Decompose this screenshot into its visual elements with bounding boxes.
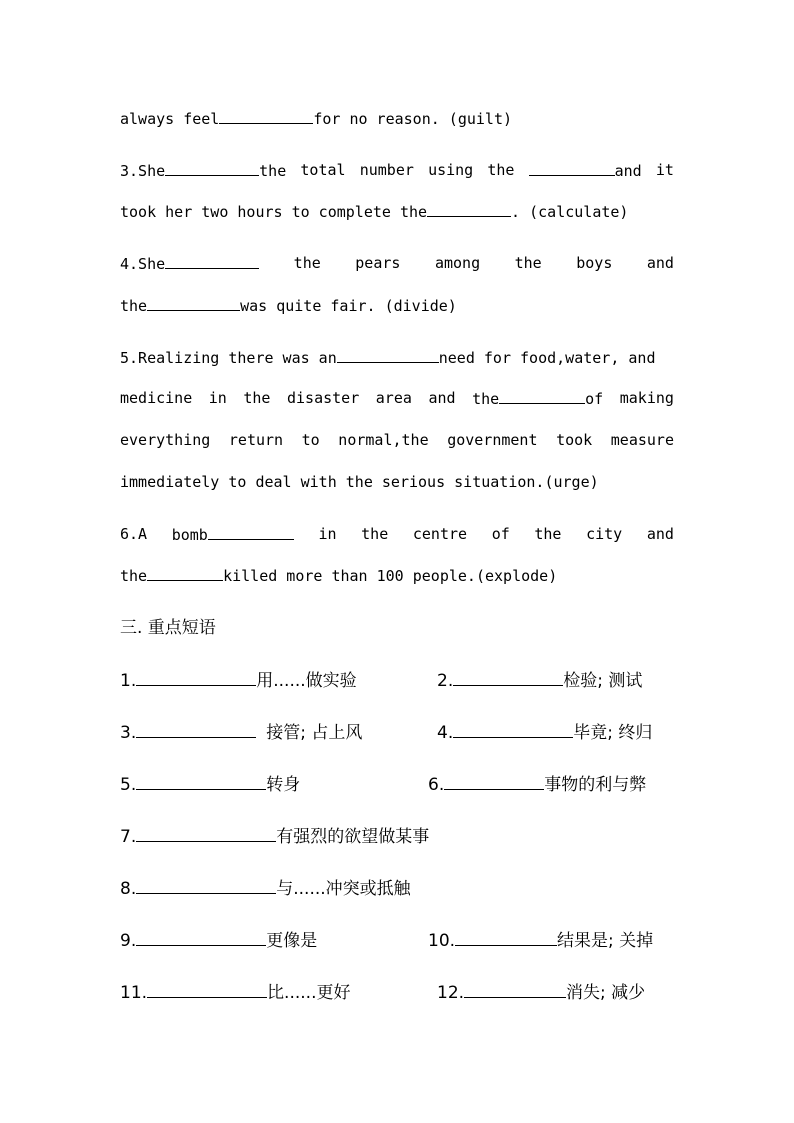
word: 6.A <box>120 525 148 543</box>
word: the <box>487 161 515 179</box>
item5-line1 <box>120 347 674 368</box>
item-number: 3.She <box>120 162 166 180</box>
item-number: 4.She <box>120 255 166 273</box>
word: making <box>619 389 674 407</box>
answer-blank[interactable] <box>453 722 573 738</box>
word: to <box>301 431 320 449</box>
word: and <box>428 389 456 407</box>
answer-blank[interactable] <box>165 160 259 176</box>
word: return <box>228 431 284 449</box>
word: and <box>646 525 674 543</box>
answer-blank[interactable] <box>529 160 615 176</box>
word: area <box>375 389 412 407</box>
phrase-item-5 <box>120 774 300 795</box>
item5-line3 <box>120 430 674 450</box>
item4-line1 <box>120 253 674 274</box>
answer-blank[interactable] <box>165 253 259 269</box>
word: and <box>646 254 674 272</box>
text: killed more than 100 people.(explode) <box>223 567 558 585</box>
item6-line1 <box>120 524 674 545</box>
word: everything <box>120 431 211 449</box>
word: the <box>361 525 389 543</box>
answer-blank[interactable] <box>464 982 566 998</box>
word: the <box>472 390 500 408</box>
answer-blank[interactable] <box>455 930 557 946</box>
item-number: 2. <box>437 671 454 691</box>
text: took her two hours to complete the <box>120 203 428 221</box>
item-number: 11. <box>120 983 148 1003</box>
answer-blank[interactable] <box>147 565 223 581</box>
phrase-item-7 <box>120 826 429 847</box>
item4-line2 <box>120 295 674 316</box>
answer-blank[interactable] <box>136 878 276 894</box>
text: was quite fair. (divide) <box>240 297 457 315</box>
word: in <box>318 525 337 543</box>
item5-line2 <box>120 388 674 409</box>
item6-line2 <box>120 565 674 586</box>
word: the <box>514 254 542 272</box>
word: boys <box>576 254 613 272</box>
word: total <box>300 161 346 179</box>
text: the <box>120 567 148 585</box>
phrase-meaning: 更像是 <box>266 931 318 951</box>
text: 5.Realizing there was an <box>120 349 337 367</box>
text: need for food,water, and <box>438 349 656 367</box>
text: . (calculate) <box>511 203 629 221</box>
answer-blank[interactable] <box>136 670 256 686</box>
item-number: 5. <box>120 775 137 795</box>
answer-blank[interactable] <box>427 201 511 217</box>
item-number: 7. <box>120 827 137 847</box>
phrase-item-1 <box>120 670 357 691</box>
answer-blank[interactable] <box>136 722 256 738</box>
answer-blank[interactable] <box>337 347 439 363</box>
phrase-item-9 <box>120 930 317 951</box>
phrase-item-4 <box>437 722 652 743</box>
item-number: 4. <box>437 723 454 743</box>
item-number: 3. <box>120 723 137 743</box>
word: city <box>586 525 623 543</box>
phrase-item-12 <box>437 982 645 1003</box>
answer-blank[interactable] <box>499 388 585 404</box>
item-number: 8. <box>120 879 137 899</box>
word: number <box>359 161 414 179</box>
phrase-item-10 <box>428 930 653 951</box>
word: took <box>556 431 593 449</box>
answer-blank[interactable] <box>453 670 563 686</box>
word: using <box>428 161 474 179</box>
word: government <box>447 431 538 449</box>
word: the <box>534 525 562 543</box>
item-number: 6. <box>428 775 445 795</box>
word: among <box>434 254 481 272</box>
word: and <box>614 162 642 180</box>
phrase-item-2 <box>437 670 642 691</box>
item-number: 10. <box>428 931 456 951</box>
word: measure <box>610 431 674 449</box>
answer-blank[interactable] <box>219 108 313 124</box>
word: it <box>655 161 674 179</box>
phrase-meaning: 结果是; 关掉 <box>557 931 654 951</box>
answer-blank[interactable] <box>136 930 266 946</box>
answer-blank[interactable] <box>444 774 544 790</box>
item-number: 1. <box>120 671 137 691</box>
item3-line2 <box>120 201 674 222</box>
answer-blank[interactable] <box>136 826 276 842</box>
answer-blank[interactable] <box>136 774 266 790</box>
phrase-item-11 <box>120 982 350 1003</box>
answer-blank[interactable] <box>147 295 240 311</box>
phrase-meaning: 比......更好 <box>267 983 351 1003</box>
phrase-meaning: 消失; 减少 <box>566 983 646 1003</box>
word: normal,the <box>338 431 429 449</box>
phrase-item-6 <box>428 774 646 795</box>
word: medicine <box>120 389 193 407</box>
word: the <box>259 162 287 180</box>
phrase-meaning: 检验; 测试 <box>563 671 643 691</box>
word: bomb <box>171 526 208 544</box>
word: the <box>293 254 321 272</box>
phrase-meaning: 接管; 占上风 <box>266 723 363 743</box>
phrase-meaning: 事物的利与弊 <box>544 775 647 795</box>
item5-line4: immediately to deal with the serious situation.(urge) <box>120 473 599 491</box>
word: centre <box>412 525 468 543</box>
text: the <box>120 297 148 315</box>
item-number: 12. <box>437 983 465 1003</box>
text: always feel <box>120 110 220 128</box>
text: for no reason. (guilt) <box>313 110 513 128</box>
word: in <box>208 389 227 407</box>
phrase-meaning: 毕竟; 终归 <box>573 723 653 743</box>
word: the <box>243 389 271 407</box>
answer-blank[interactable] <box>208 524 294 540</box>
word: pears <box>355 254 401 272</box>
word: disaster <box>287 389 360 407</box>
phrase-item-3 <box>120 722 362 743</box>
item2-line2 <box>120 108 674 129</box>
word: of <box>585 390 604 408</box>
phrase-item-8 <box>120 878 411 899</box>
answer-blank[interactable] <box>147 982 267 998</box>
phrase-meaning: 与......冲突或抵触 <box>276 879 411 899</box>
item-number: 9. <box>120 931 137 951</box>
section-heading: 三. 重点短语 <box>120 618 216 638</box>
word: of <box>491 525 510 543</box>
item3-line1 <box>120 160 674 181</box>
phrase-meaning: 转身 <box>266 775 301 795</box>
phrase-meaning: 用......做实验 <box>256 671 357 691</box>
phrase-meaning: 有强烈的欲望做某事 <box>276 827 430 847</box>
